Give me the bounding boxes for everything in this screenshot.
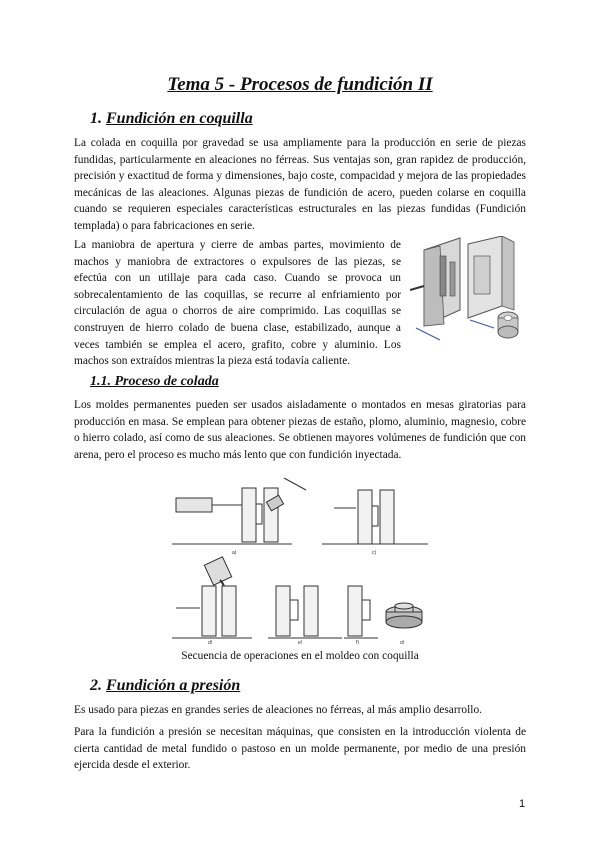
casting-sequence-figure [172, 468, 428, 644]
section-2-title: Fundición a presión [106, 677, 241, 694]
subsection-1-1-heading: 1.1. Proceso de colada [90, 374, 219, 389]
section-2-heading [90, 677, 240, 695]
svg-text:d): d) [208, 640, 213, 644]
section-2-number: 2. [90, 677, 102, 694]
section-1-title: Fundición en coquilla [106, 110, 253, 127]
page-title: Tema 5 - Procesos de fundición II [167, 74, 433, 95]
section-1-number: 1. [90, 110, 102, 127]
subsection-1-1-paragraph: Los moldes permanentes pueden ser usados aisladamente o montados en mesas giratorias para producción en masa. Se emplean para obtener piezas de estaño, plomo, aluminio, magnesio, cobre o hierro colado, así como de sus aleaciones. Se obtienen mayores volúmenes de fundición que con arena, pero el proceso es mucho más lento que con fundición inyectada. [74, 399, 526, 461]
svg-text:a): a) [232, 550, 237, 556]
section-2-paragraph-2: Para la fundición a presión se necesitan máquinas, que consisten en la introducción violenta de cierta cantidad de metal fundido o pastoso en un molde permanente, por medio de una presión ejercida desde el exterior. [74, 726, 526, 772]
svg-text:c): c) [372, 550, 377, 556]
svg-text:e): e) [298, 640, 303, 644]
figure-caption: Secuencia de operaciones en el moldeo con coquilla [181, 650, 419, 662]
svg-text:g): g) [400, 640, 405, 644]
section-1-heading [90, 110, 253, 128]
section-1-paragraph-1: La colada en coquilla por gravedad se usa ampliamente para la producción en serie de piezas fundidas, particularmente en aleaciones no férreas. Sus ventajas son, gran rapidez de producción, precisión y exactitud de forma y dimensiones, bajo coste, compacidad y mejora de las propiedades mecánicas de las aleaciones. Algunas piezas de fundición de acero, pueden colarse en coquilla cuando se requieren especiales características estructurales en las piezas fundidas (Fundición templada) o para fabricaciones en serie. [74, 137, 526, 232]
coquilla-mold-illustration [410, 236, 530, 342]
page-number: 1 [519, 798, 526, 810]
section-1-paragraph-2: La maniobra de apertura y cierre de ambas partes, movimiento de machos y maniobra de extractores o expulsores de las piezas, se efectúa con un utillaje para cada caso. Cuando se provoca un sobrecalentamiento de las coquillas, se recurre al enfriamiento por circulación de agua o chorros de aire comprimido. Las coquillas se construyen de hierro colado de buena clase, estabilizado, aunque a veces también se emplea el acero, grafito, cobre y aluminio. Los machos son extraídos mientras la pieza está todavía caliente. [74, 239, 401, 368]
svg-text:f): f) [356, 640, 360, 644]
section-2-paragraph-1: Es usado para piezas en grandes series de aleaciones no férreas, al más amplio desarrollo. [74, 704, 482, 716]
